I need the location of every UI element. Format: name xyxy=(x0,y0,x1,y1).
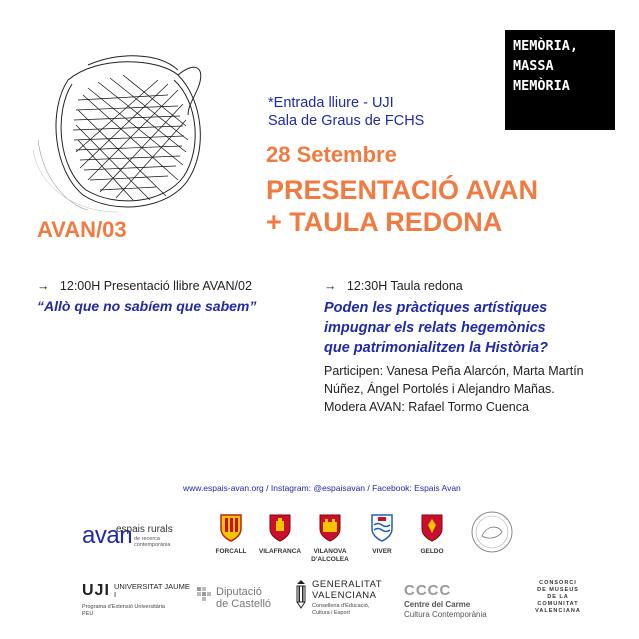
consorci-museus-logo xyxy=(522,580,594,615)
event-1-time xyxy=(37,278,252,295)
diputacio-mark-icon xyxy=(196,586,212,604)
event-2-question xyxy=(324,298,624,358)
carme-line-2: Cultura Contemporània xyxy=(404,610,487,619)
avan-logo xyxy=(82,522,202,552)
avan-logo-sub1: espais rurals xyxy=(116,524,173,535)
consorci-line-2: DE MUSEUS xyxy=(537,587,579,593)
event-1-quote: “Allò que no sabíem que sabem” xyxy=(37,298,257,314)
uji-logo-sub2: PEU xyxy=(82,611,94,617)
question-line-1: Poden les pràctiques artístiques xyxy=(324,300,548,316)
participants-line-3: Modera AVAN: Rafael Tormo Cuenca xyxy=(324,400,529,414)
badge-line-3: MEMÒRIA xyxy=(513,78,570,94)
uji-logo xyxy=(82,582,192,622)
vilafranca-shield-icon xyxy=(268,513,292,543)
avan-logo-mark: avan xyxy=(82,522,133,549)
forcall-shield-icon xyxy=(219,513,243,543)
diputacio-line-2: de Castelló xyxy=(216,598,272,610)
participants-line-2: Núñez, Ángel Portolés i Alejandro Mañas. xyxy=(324,382,555,396)
question-line-2: impugnar els relats hegemònics xyxy=(324,320,546,336)
avan-logo-sub2: de recerca contemporània xyxy=(134,536,171,548)
gva-sub-2: Cultura i Esport xyxy=(312,609,350,616)
event-date: 28 Setembre xyxy=(266,142,397,167)
gva-sub-1: Conselleria d'Educació, xyxy=(312,603,370,609)
question-line-3: que patrimonialitzen la Història? xyxy=(324,340,548,356)
arrow-right-icon: → xyxy=(37,279,50,293)
uji-logo-sub1: Programa d'Extensió Universitària xyxy=(82,604,165,610)
issue-label: AVAN/03 xyxy=(37,217,127,242)
uji-logo-name: UNIVERSITAT JAUME I xyxy=(114,582,190,599)
gva-line-2: VALENCIANA xyxy=(312,589,377,601)
participants-line-1: Participen: Vanesa Peña Alarcón, Marta Martín xyxy=(324,364,584,378)
title-line-2: + TAULA REDONA xyxy=(266,207,503,237)
vessel-sketch-illustration xyxy=(28,40,218,215)
entrada-line-1: *Entrada lliure - UJI xyxy=(268,95,394,111)
badge-line-2: MASSA xyxy=(513,58,554,74)
carme-line-1: Centre del Carme xyxy=(404,600,471,609)
viver-shield-icon xyxy=(370,513,394,543)
consorci-line-3: DE LA xyxy=(547,594,569,600)
town-label-forcall: FORCALL xyxy=(215,548,247,555)
badge-line-1: MEMÒRIA, xyxy=(513,38,579,54)
title-line-1: PRESENTACIÓ AVAN xyxy=(266,175,539,205)
event-title xyxy=(266,174,538,238)
uji-logo-mark: UJI xyxy=(82,582,110,599)
venue-info xyxy=(268,94,424,130)
participants xyxy=(324,362,624,416)
event-2-label: 12:30H Taula redona xyxy=(346,279,463,293)
generalitat-shield-icon xyxy=(294,578,308,612)
town-label-vilanova: VILANOVA D'ALCOLEA xyxy=(311,548,349,563)
uji-logo-sub xyxy=(82,604,165,618)
carme-logo-mark: CCCC xyxy=(404,582,452,599)
event-2-time xyxy=(324,278,463,295)
consorci-line-1: CONSORCI xyxy=(539,580,577,586)
arrow-right-icon: → xyxy=(324,279,337,293)
seal-logo-icon xyxy=(470,510,514,554)
diputacio-name xyxy=(216,586,271,610)
social-links[interactable]: www.espais-avan.org / Instagram: @espaisavan / Facebook: Espais Avan xyxy=(183,483,461,493)
town-label-geldo: GELDO xyxy=(420,548,444,555)
consorci-line-5: VALENCIANA xyxy=(535,608,581,614)
consorci-line-4: COMUNITAT xyxy=(537,601,579,607)
geldo-shield-icon xyxy=(420,513,444,543)
diputacio-line-1: Diputació xyxy=(216,586,262,598)
generalitat-name xyxy=(312,580,382,601)
vilanova-shield-icon xyxy=(318,513,342,543)
gva-line-1: GENERALITAT xyxy=(312,579,383,590)
town-label-viver: VIVER xyxy=(372,548,392,555)
memoria-badge xyxy=(505,30,615,130)
entrada-line-2: Sala de Graus de FCHS xyxy=(268,113,425,129)
generalitat-sub xyxy=(312,603,369,616)
town-label-vilafranca: VILAFRANCA xyxy=(258,548,302,555)
event-1-label: 12:00H Presentació llibre AVAN/02 xyxy=(59,279,252,293)
